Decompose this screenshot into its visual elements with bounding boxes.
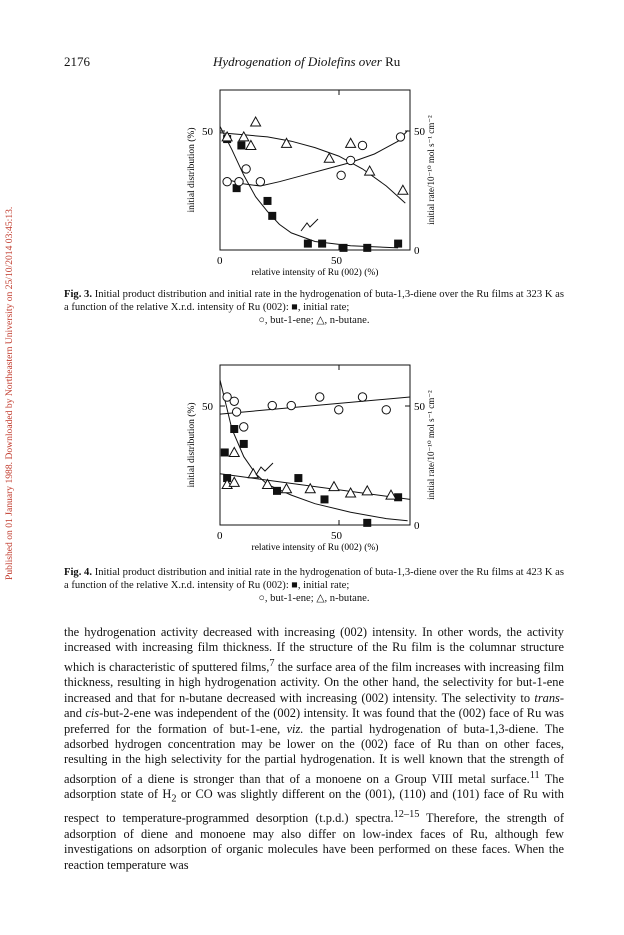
open-circle-point [256,178,264,186]
open-triangle-point [398,185,408,194]
running-title-italic: Hydrogenation of Diolefins over [213,54,382,69]
side-stamp [4,150,18,580]
open-triangle-point [229,447,239,456]
figure-3-caption [64,288,564,328]
open-circle-point [358,141,366,149]
ref-7: 7 [269,657,275,669]
arrow-annotation [301,219,318,231]
body-text-5: the partial hydrogenation of buta-1,3-diene. The adsorbed hydrogen concentration may be lower on the (002) face of Ru than on other faces, resulting in the high selectivity for the partial hydrogenation. It is well known that the strength of adsorption of a diene is stronger than that of a monoene on a Group VIII metal surface. [64,721,564,786]
open-circle-point [268,401,276,409]
body-text-4: but-2-ene was independent of the (002) intensity. It was found that the (002) face of Ru was preferred for the formation of but-1-ene, [64,706,564,736]
open-triangle-point [239,132,249,141]
body-text-2: the surface area of the film increases with increasing film thickness, resulting in high hydrogenation activity. On the other hand, the selectivity for but-1-ene increased and that for n-butane decreased with increasing (002) intensity. The selectivity to [64,659,564,705]
open-circle-fit-curve [227,131,408,187]
tick-label-yr-50: 50 [414,401,425,413]
open-triangle-point [251,117,261,126]
filled-square-point [363,519,371,527]
open-circle-point [242,165,250,173]
page-number: 2176 [64,54,90,69]
plot-frame [220,365,410,525]
x-axis-label: relative intensity of Ru (002) (%) [251,543,379,553]
body-text-1: the hydrogenation activity decreased with increasing (002) intensity. In other words, the activity increased with increasing film thickness. If the structure of the Ru film is the columnar structure which is characteristic of sputtered films, [64,625,564,674]
figure-3-caption-text: Initial product distribution and initial rate in the hydrogenation of buta-1,3-diene over the Ru films at 323 K as a function of the relative X.r.d. intensity of Ru (002): ■, initial rate; [64,289,564,314]
open-circle-point [358,393,366,401]
open-circle-point [287,401,295,409]
filled-square-point [363,244,371,252]
open-circle-point [223,178,231,186]
filled-square-point [273,487,281,495]
filled-square-point [268,212,276,220]
tick-label-x-0: 0 [217,255,223,267]
open-circle-point [230,397,238,405]
running-title-roman: Ru [385,54,401,69]
tick-label-yl-50: 50 [202,401,213,413]
filled-square-point [294,474,302,482]
open-circle-point [337,171,345,179]
y-left-axis-label: initial distribution (%) [187,402,197,488]
viz-abbrev: viz. [286,721,304,736]
body-text-6: The adsorption state of H [64,771,564,802]
filled-square-point [230,425,238,433]
y-left-axis-label: initial distribution (%) [187,127,197,213]
open-triangle-point [346,488,356,497]
filled-square-point [340,244,348,252]
open-triangle-point [282,484,292,493]
open-circle-point [335,406,343,414]
open-triangle-point [362,486,372,495]
ref-12-15: 12–15 [393,809,420,821]
body-text-3: and [64,706,86,721]
trans-prefix: trans- [534,690,564,705]
subscript-2: 2 [171,793,177,805]
figure-4-caption [64,566,564,606]
open-triangle-point [346,138,356,147]
body-text-8: Therefore, the strength of adsorption of diene and monoene may also differ on low-index faces of Ru, although few investigations on adsorption of organic molecules have been performed on these faces. When the reaction temperature was [64,811,564,872]
ref-11: 11 [529,769,540,781]
running-title [213,54,400,70]
figure-4-caption-label: Fig. 4. [64,567,92,578]
figure-3-chart [160,78,460,278]
open-circle-point [396,133,404,141]
tick-label-x-50: 50 [331,530,342,542]
tick-label-yr-50: 50 [414,126,425,138]
body-paragraph [64,625,564,873]
filled-square-point [394,240,402,248]
open-circle-point [346,156,354,164]
open-circle-fit-curve [220,397,410,414]
open-circle-point [316,393,324,401]
figure-3-caption-symbols: ○, but-1-ene; △, n-butane. [258,315,370,327]
open-triangle-point [246,140,256,149]
open-triangle-point [324,153,334,162]
filled-square-point [304,240,312,248]
open-circle-point [240,423,248,431]
tick-label-yr-0: 0 [414,245,420,257]
open-circle-point [382,406,390,414]
open-circle-point [235,178,243,186]
tick-label-x-0: 0 [217,530,223,542]
filled-square-point [264,197,272,205]
figure-4-chart [160,353,460,553]
filled-square-point [318,240,326,248]
open-circle-point [232,408,240,416]
filled-square-point [240,440,248,448]
x-axis-label: relative intensity of Ru (002) (%) [251,268,379,278]
filled-square-point [237,141,245,149]
filled-square-point [321,495,329,503]
figure-4-caption-symbols: ○, but-1-ene; △, n-butane. [258,593,370,605]
open-triangle-point [365,166,375,175]
arrow-annotation [256,463,273,475]
filled-square-point [221,448,229,456]
tick-label-yr-0: 0 [414,520,420,532]
figure-3-caption-label: Fig. 3. [64,289,92,300]
body-text-7: or CO was slightly different on the (001), (110) and (101) face of Ru with respect to temperature-programmed desorption (t.p.d.) spectra. [64,787,564,826]
filled-square-fit-curve [220,380,408,521]
filled-square-fit-curve [220,126,398,248]
y-right-axis-label: initial rate/10⁻¹⁰ mol s⁻¹ cm⁻² [426,390,436,500]
cis-prefix: cis- [85,706,104,721]
figure-4-caption-text: Initial product distribution and initial rate in the hydrogenation of buta-1,3-diene over the Ru films at 423 K as a function of the relative X.r.d. intensity of Ru (002): ■, initial rate; [64,567,564,592]
side-stamp-text: Published on 01 January 1988. Downloaded by Northeastern University on 25/10/2014 03:45:13. [4,206,15,580]
open-triangle-point [329,482,339,491]
tick-label-yl-50: 50 [202,126,213,138]
tick-label-x-50: 50 [331,255,342,267]
y-right-axis-label: initial rate/10⁻¹⁰ mol s⁻¹ cm⁻² [426,115,436,225]
